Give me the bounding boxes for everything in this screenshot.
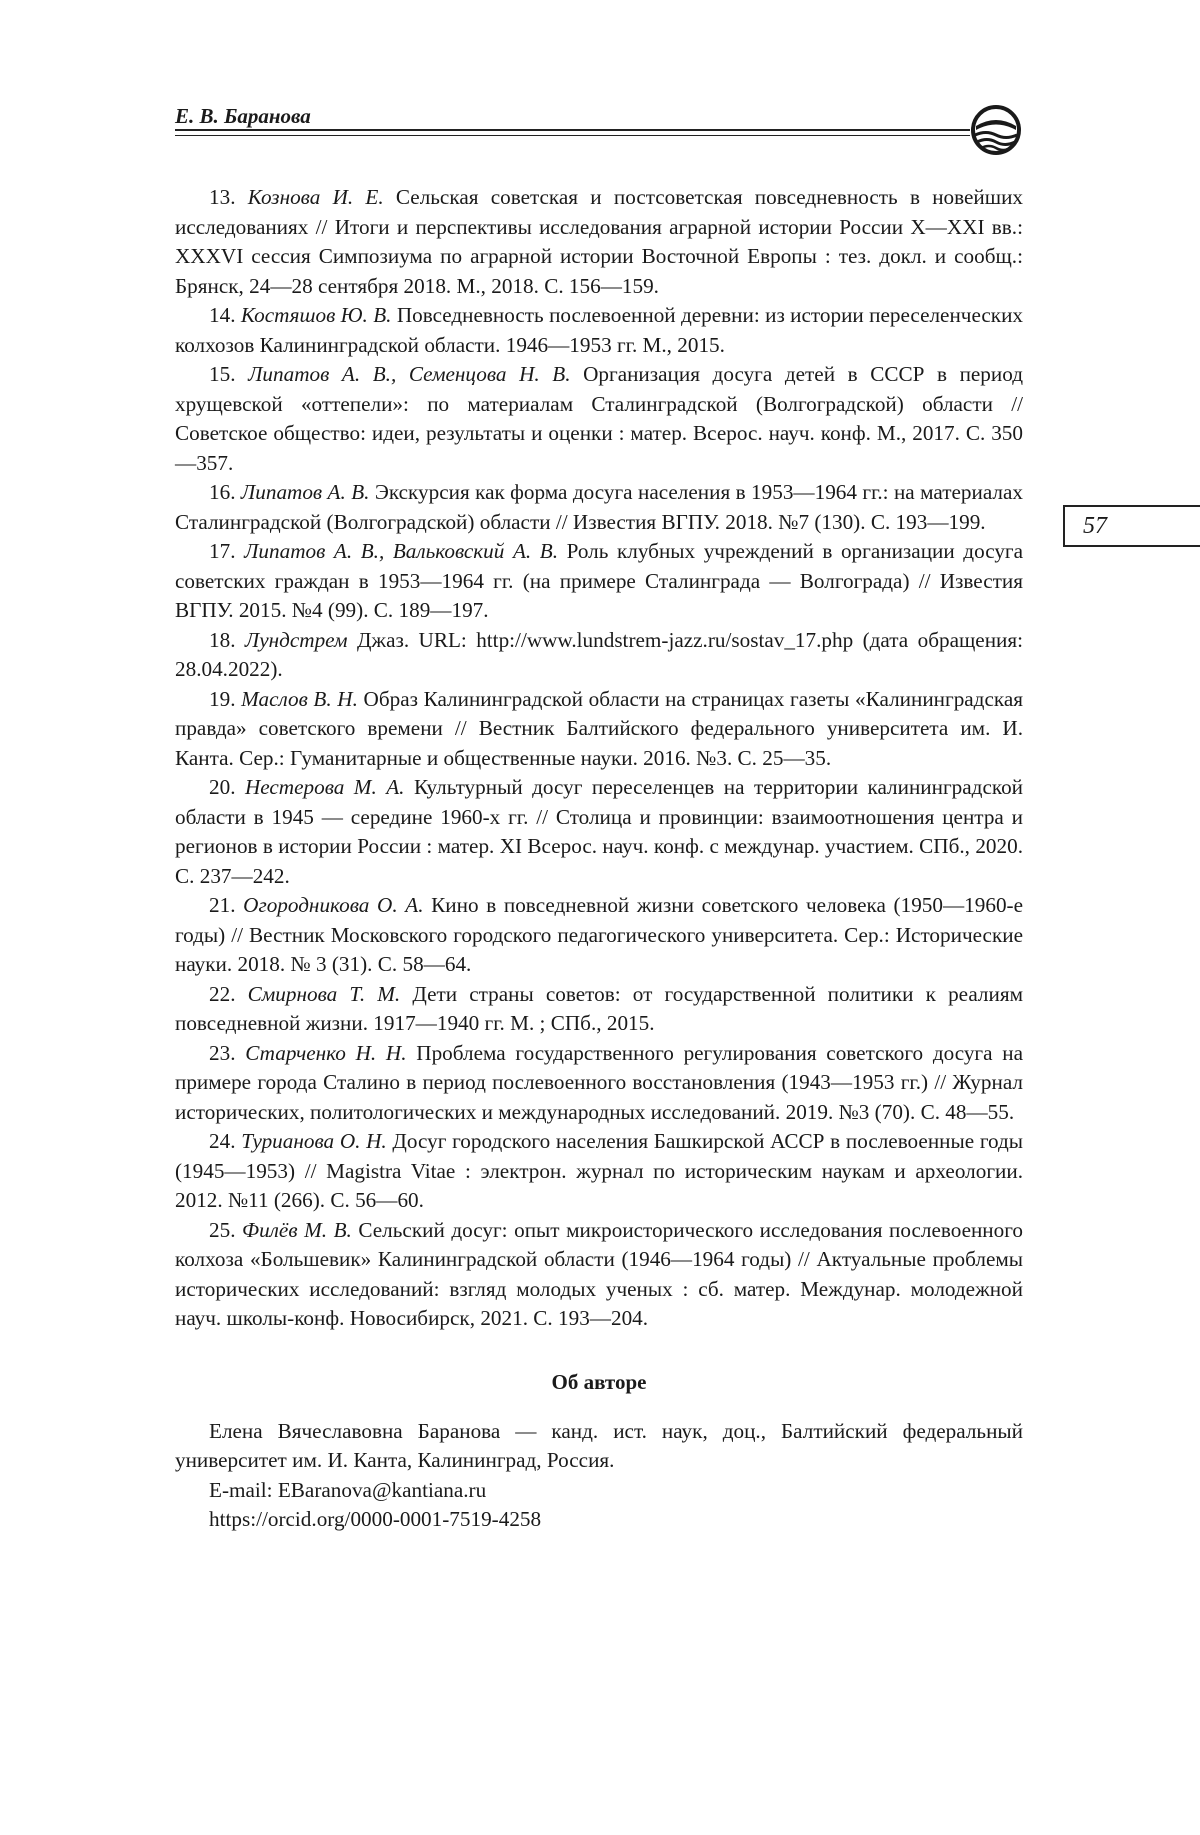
reference-authors: Липатов А. В., Вальковский А. В. xyxy=(244,539,559,563)
reference-item: 20. Нестерова М. А. Культурный досуг переселенцев на территории калининградской области в 1945 — середине 1960-х гг. // Столица и провинции: взаимоотношения центра и регионов в истории России : матер. XI Всерос. науч. конф. с междунар. участием. СПб., 2020. С. 237—242. xyxy=(175,775,1024,888)
reference-text: Экскурсия как форма досуга населения в 1953—1964 гг.: на материалах Сталинградской (Волгоградской) области // Известия ВГПУ. 2018. №7 (130). С. 193—199. xyxy=(175,480,1024,534)
author-email[interactable]: E-mail: EBaranova@kantiana.ru xyxy=(209,1477,487,1502)
running-head: Е. В. Баранова xyxy=(175,104,311,128)
reference-authors: Лундстрем xyxy=(244,627,348,652)
reference-authors: Смирнова Т. М. xyxy=(247,981,401,1006)
journal-logo-icon xyxy=(966,100,1026,160)
reference-item: 18. Лундстрем Джаз. URL: http://www.lundstrem-jazz.ru/sostav_17.php (дата обращения: 28.04.2022). xyxy=(175,627,1024,681)
reference-text: Джаз. URL: http://www.lundstrem-jazz.ru/sostav_17.php (дата обращения: 28.04.2022). xyxy=(175,627,1024,681)
reference-text: Роль клубных учреждений в организации досуга советских граждан в 1953—1964 гг. (на примере Сталинграда — Волгограда) // Известия ВГПУ. 2015. №4 (99). С. 189—197. xyxy=(175,539,1024,622)
reference-item: 14. Костяшов Ю. В. Повседневность послевоенной деревни: из истории переселенческих колхозов Калининградской области. 1946—1953 гг. М., 2015. xyxy=(175,303,1024,357)
reference-text: Досуг городского населения Башкирской АССР в послевоенные годы (1945—1953) // Magistra Vitae : электрон. журнал по историческим наукам и археологии. 2012. №11 (266). С. 56—60. xyxy=(175,1129,1023,1212)
reference-authors: Нестерова М. А. xyxy=(244,775,405,799)
reference-item: 25. Филёв М. В. Сельский досуг: опыт микроисторического исследования послевоенного колхоза «Большевик» Калининградской области (1946—1964 годы) // Актуальные проблемы исторических исследований: взгляд молодых ученых : сб. матер. Междунар. молодежной науч. школы-конф. Новосибирск, 2021. С. 193—204. xyxy=(175,1217,1023,1330)
reference-item: 19. Маслов В. Н. Образ Калининградской области на страницах газеты «Калининградская правда» советского времени // Вестник Балтийского федерального университета им. И. Канта. Сер.: Гуманитарные и общественные науки. 2016. №3. С. 25—35. xyxy=(175,686,1023,770)
reference-item: 15. Липатов А. В., Семенцова Н. В. Организация досуга детей в СССР в период хрущевской «оттепели»: по материалам Сталинградской (Волгоградской) области // Советское общество: идеи, результаты и оценки : матер. Всерос. науч. конф. М., 2017. С. 350—357. xyxy=(175,362,1024,475)
reference-authors: Липатов А. В. xyxy=(240,480,370,504)
reference-text: Повседневность послевоенной деревни: из истории переселенческих колхозов Калининградской области. 1946—1953 гг. М., 2015. xyxy=(175,303,1024,357)
author-orcid-link[interactable]: https://orcid.org/0000-0001-7519-4258 xyxy=(209,1507,542,1531)
page-number-box xyxy=(1063,505,1200,547)
reference-authors: Огородникова О. А. xyxy=(243,893,424,917)
reference-authors: Костяшов Ю. В. xyxy=(240,303,392,327)
header-rule-thin xyxy=(175,135,970,136)
reference-authors: Старченко Н. Н. xyxy=(245,1040,407,1065)
author-bio: Елена Вячеславовна Баранова — канд. ист. наук, доц., Балтийский федеральный университет им. И. Канта, Калининград, Россия. xyxy=(175,1418,1023,1472)
about-author-heading: Об авторе xyxy=(551,1369,647,1394)
reference-authors: Турианова О. Н. xyxy=(241,1129,387,1153)
reference-item: 24. Турианова О. Н. Досуг городского населения Башкирской АССР в послевоенные годы (1945—1953) // Magistra Vitae : электрон. журнал по историческим наукам и археологии. 2012. №11 (266). С. 56—60. xyxy=(175,1129,1023,1212)
reference-text: Организация досуга детей в СССР в период хрущевской «оттепели»: по материалам Сталинградской (Волгоградской) области // Советское общество: идеи, результаты и оценки : матер. Всерос. науч. конф. М., 2017. С. 350—357. xyxy=(175,362,1024,475)
reference-item: 21. Огородникова О. А. Кино в повседневной жизни советского человека (1950—1960-е годы) // Вестник Московского городского педагогического университета. Сер.: Исторические науки. 2018. № 3 (31). С. 58—64. xyxy=(175,893,1024,976)
reference-item: 13. Кознова И. Е. Сельская советская и постсоветская повседневность в новейших исследованиях // Итоги и перспективы исследования аграрной истории России Х—ХХI вв.: XXXVI сессия Симпозиума по аграрной истории Восточной Европы : тез. докл. и сообщ.: Брянск, 24—28 сентября 2018. М., 2018. С. 156—159. xyxy=(175,185,1024,298)
reference-text: Сельская советская и постсоветская повседневность в новейших исследованиях // Итоги и перспективы исследования аграрной истории России Х—ХХI вв.: XXXVI сессия Симпозиума по аграрной истории Восточной Европы : тез. докл. и сообщ.: Брянск, 24—28 сентября 2018. М., 2018. С. 156—159. xyxy=(175,185,1024,298)
reference-authors: Маслов В. Н. xyxy=(241,686,358,711)
header-rule-thick xyxy=(175,129,970,131)
reference-text: Сельский досуг: опыт микроисторического исследования послевоенного колхоза «Большевик» Калининградской области (1946—1964 годы) // Актуальные проблемы исторических исследований: взгляд молодых ученых : сб. матер. Междунар. молодежной науч. школы-конф. Новосибирск, 2021. С. 193—204. xyxy=(175,1217,1023,1330)
reference-authors: Филёв М. В. xyxy=(242,1217,352,1242)
reference-text: Дети страны советов: от государственной политики к реалиям повседневной жизни. 1917—1940 гг. М. ; СПб., 2015. xyxy=(175,981,1023,1035)
reference-item: 16. Липатов А. В. Экскурсия как форма досуга населения в 1953—1964 гг.: на материалах Сталинградской (Волгоградской) области // Известия ВГПУ. 2018. №7 (130). С. 193—199. xyxy=(175,480,1024,534)
reference-item: 22. Смирнова Т. М. Дети страны советов: от государственной политики к реалиям повседневной жизни. 1917—1940 гг. М. ; СПб., 2015. xyxy=(175,981,1023,1035)
page-body xyxy=(175,183,1023,1535)
reference-text: Проблема государственного регулирования советского досуга на примере города Сталино в период послевоенного восстановления (1943—1953 гг.) // Журнал исторических, политологических и международных исследований. 2019. №3 (70). С. 48—55. xyxy=(175,1040,1024,1124)
reference-item: 17. Липатов А. В., Вальковский А. В. Роль клубных учреждений в организации досуга советских граждан в 1953—1964 гг. (на примере Сталинграда — Волгограда) // Известия ВГПУ. 2015. №4 (99). С. 189—197. xyxy=(175,539,1024,622)
reference-text: Культурный досуг переселенцев на территории калининградской области в 1945 — середине 1960-х гг. // Столица и провинции: взаимоотношения центра и регионов в истории России : матер. XI Всерос. науч. конф. с междунар. участием. СПб., 2020. С. 237—242. xyxy=(175,775,1024,888)
reference-text: Кино в повседневной жизни советского человека (1950—1960-е годы) // Вестник Московского городского педагогического университета. Сер.: Исторические науки. 2018. № 3 (31). С. 58—64. xyxy=(175,893,1024,976)
reference-list xyxy=(175,183,1023,1334)
reference-text: Образ Калининградской области на страницах газеты «Калининградская правда» советского времени // Вестник Балтийского федерального университета им. И. Канта. Сер.: Гуманитарные и общественные науки. 2016. №3. С. 25—35. xyxy=(175,686,1023,770)
reference-item: 23. Старченко Н. Н. Проблема государственного регулирования советского досуга на примере города Сталино в период послевоенного восстановления (1943—1953 гг.) // Журнал исторических, политологических и международных исследований. 2019. №3 (70). С. 48—55. xyxy=(175,1040,1024,1124)
page-number: 57 xyxy=(1083,513,1107,539)
reference-authors: Кознова И. Е. xyxy=(247,185,384,209)
reference-authors: Липатов А. В., Семенцова Н. В. xyxy=(248,362,571,386)
